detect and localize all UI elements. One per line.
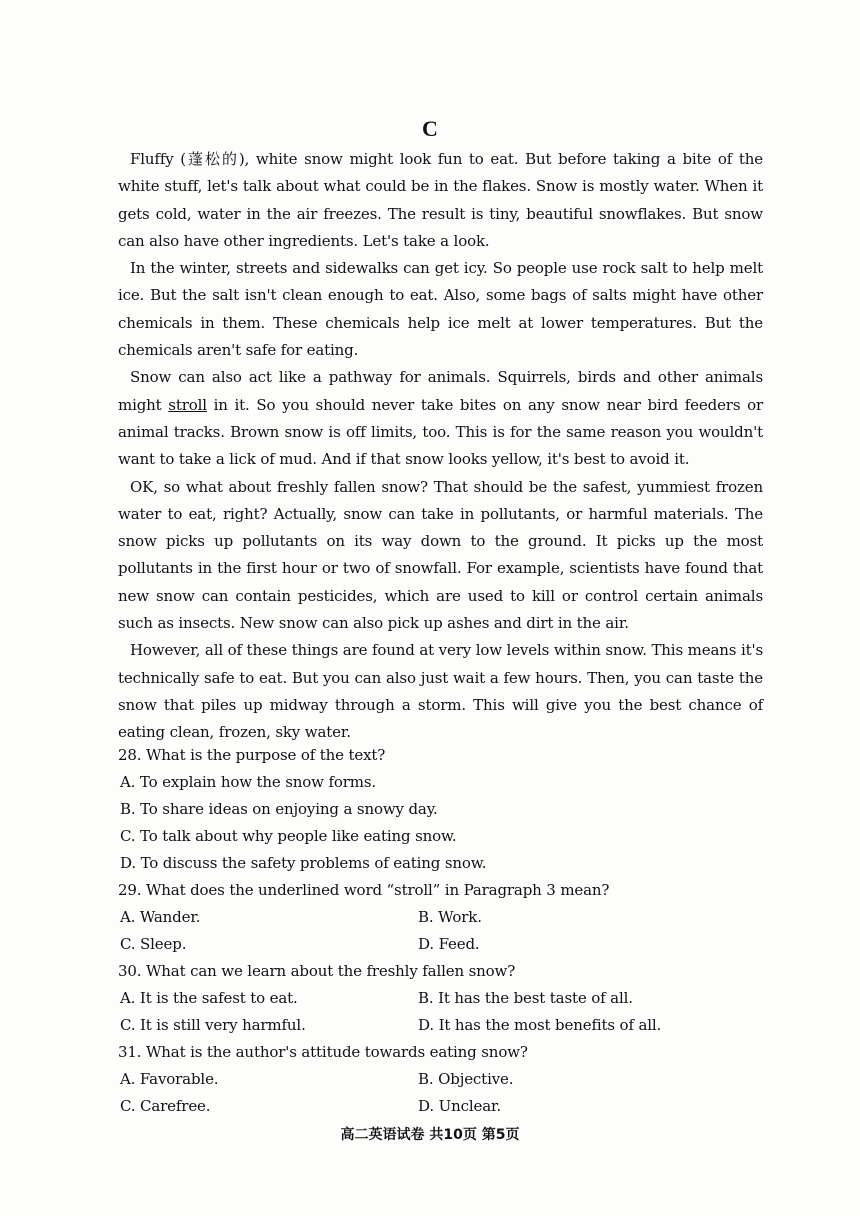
option-c: C. To talk about why people like eating snow. bbox=[120, 827, 457, 845]
paragraph-3-part-a: Snow can also act like a pathway for animals. Squirrels, birds and other animals might bbox=[118, 368, 763, 414]
underlined-word-stroll: stroll bbox=[168, 395, 207, 414]
option-d: D. Feed. bbox=[418, 935, 480, 953]
paragraph-5: However, all of these things are found at very low levels within snow. This means it's technically safe to eat. But you can also just wait a few hours. Then, you can taste the snow that piles up midway through a storm. This will give you the best chance of eating clean, frozen, sky water. bbox=[118, 641, 763, 742]
option-a: A. Favorable. bbox=[120, 1070, 219, 1088]
option-row bbox=[118, 985, 763, 1012]
option-c: C. Sleep. bbox=[120, 935, 187, 953]
question-30 bbox=[118, 958, 763, 1039]
option-b: B. Objective. bbox=[418, 1070, 514, 1088]
option-a: A. To explain how the snow forms. bbox=[120, 773, 377, 791]
option-c: C. Carefree. bbox=[120, 1097, 211, 1115]
option-c: C. It is still very harmful. bbox=[120, 1016, 306, 1034]
option-d: D. Unclear. bbox=[418, 1097, 501, 1115]
paragraph-4: OK, so what about freshly fallen snow? That should be the safest, yummiest frozen water to eat, right? Actually, snow can take in pollutants, or harmful materials. The snow picks up pollutants on its way down to the ground. It picks up the most pollutants in the first hour or two of snowfall. For example, scientists have found that new snow can contain pesticides, which are used to kill or control certain animals such as insects. New snow can also pick up ashes and dirt in the air. bbox=[118, 477, 763, 633]
paragraph-3-part-b: in it. So you should never take bites on any snow near bird feeders or animal tracks. Brown snow is off limits, too. This is for the same reason you wouldn't want to take a lick of mud. And if that snow looks yellow, it's best to avoid it. bbox=[118, 395, 763, 469]
paragraph-2: In the winter, streets and sidewalks can get icy. So people use rock salt to help melt ice. But the salt isn't clean enough to eat. Also, some bags of salts might have other chemicals in them. These chemicals help ice melt at lower temperatures. But the chemicals aren't safe for eating. bbox=[118, 259, 763, 360]
option-row bbox=[118, 931, 763, 958]
option-row bbox=[118, 904, 763, 931]
question-29 bbox=[118, 877, 763, 958]
option-b: B. To share ideas on enjoying a snowy day. bbox=[120, 800, 438, 818]
option-b: B. Work. bbox=[418, 908, 482, 926]
question-list bbox=[118, 742, 763, 1120]
question-stem: 28. What is the purpose of the text? bbox=[118, 746, 386, 764]
section-title: C bbox=[422, 116, 438, 141]
paragraph-1: Fluffy (蓬松的), white snow might look fun to eat. But before taking a bite of the white stuff, let's talk about what could be in the flakes. Snow is mostly water. When it gets cold, water in the air freezes. The result is tiny, beautiful snowflakes. But snow can also have other ingredients. Let's take a look. bbox=[118, 150, 763, 250]
option-d: D. To discuss the safety problems of eating snow. bbox=[120, 854, 487, 872]
option-row bbox=[118, 1066, 763, 1093]
page-footer: 高二英语试卷 共10页 第5页 bbox=[340, 1127, 520, 1143]
question-stem: 30. What can we learn about the freshly fallen snow? bbox=[118, 962, 516, 980]
option-a: A. It is the safest to eat. bbox=[120, 989, 298, 1007]
option-row bbox=[118, 1093, 763, 1120]
question-stem: 31. What is the author's attitude towards eating snow? bbox=[118, 1043, 528, 1061]
reading-passage bbox=[118, 146, 763, 747]
option-d: D. It has the most benefits of all. bbox=[418, 1016, 662, 1034]
option-row bbox=[118, 1012, 763, 1039]
question-stem: 29. What does the underlined word “stroll” in Paragraph 3 mean? bbox=[118, 881, 610, 899]
question-28 bbox=[118, 742, 763, 877]
option-b: B. It has the best taste of all. bbox=[418, 989, 633, 1007]
option-a: A. Wander. bbox=[120, 908, 201, 926]
question-31 bbox=[118, 1039, 763, 1120]
paragraph-3 bbox=[118, 364, 763, 473]
